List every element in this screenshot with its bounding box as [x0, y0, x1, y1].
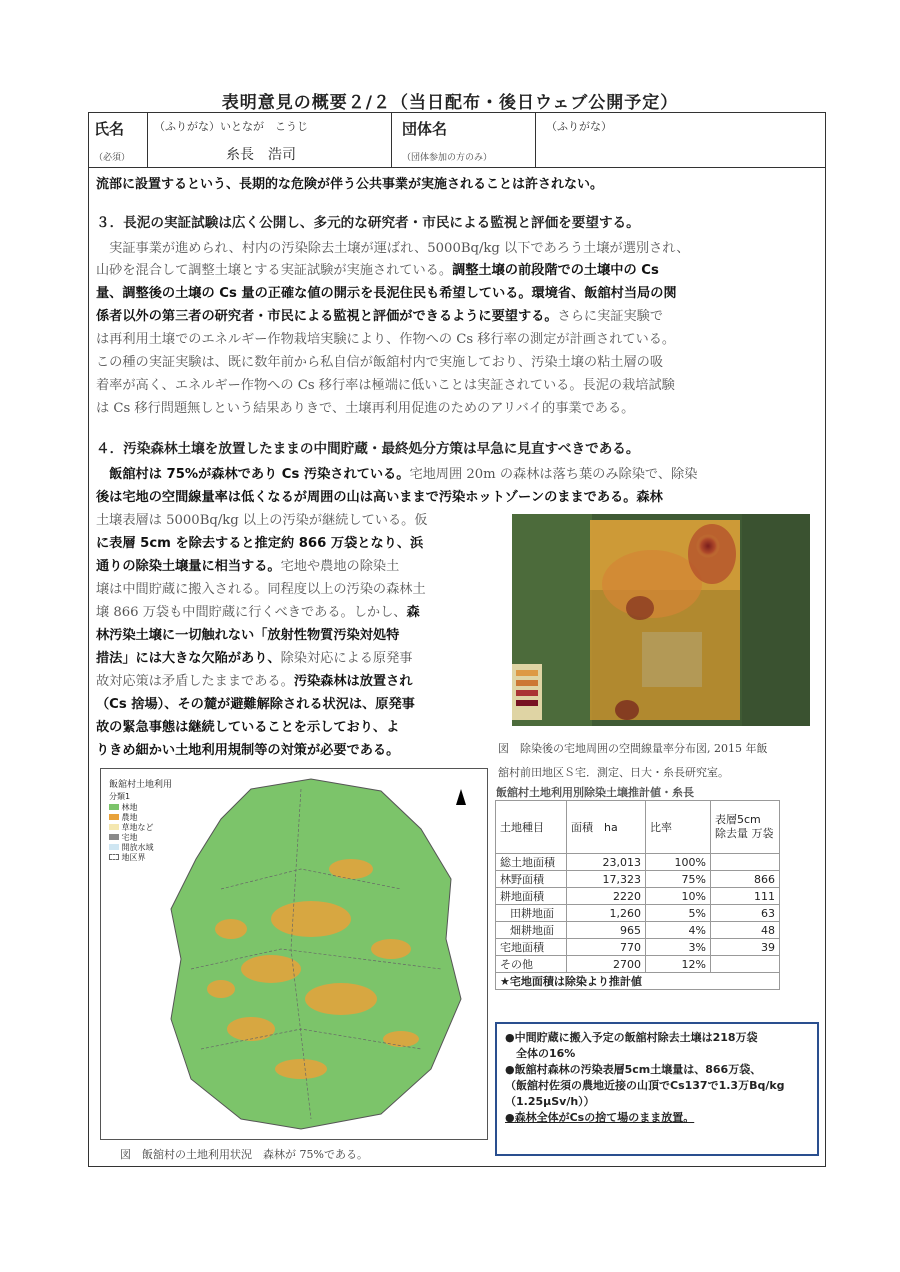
note-line: 全体の16%	[505, 1047, 576, 1060]
section4-line: 故の緊急事態は継続していることを示しており、よ	[96, 720, 400, 735]
table-footnote: ★宅地面積は除染より推計値	[496, 973, 780, 990]
section3-emphasis: 調整土壌の前段階での土壌中の Cs	[452, 263, 659, 278]
map-caption: 図 飯舘村の土地利用状況 森林が 75%である。	[120, 1148, 368, 1161]
section4-line: りきめ細かい土地利用規制等の対策が必要である。	[96, 743, 400, 758]
section3-line: この種の実証実験は、既に数年前から私自信が飯舘村内で実施しており、汚染土壌の粘土層の吸	[96, 355, 664, 370]
table-header-row	[496, 801, 780, 854]
name-value-cell	[148, 112, 392, 168]
section3-line: 量、調整後の土壌の Cs 量の正確な値の開示を長泥住民も希望している。環境省、飯舘村当局の関	[96, 286, 677, 301]
header-row	[88, 112, 826, 168]
table-header-cell: 土地種目	[496, 801, 567, 854]
section4-emphasis: 汚染森林は放置され	[293, 674, 413, 689]
section3-text: さらに実証実験で	[557, 309, 664, 324]
table-header-cell: 比率	[646, 801, 711, 854]
section4-emphasis: 森	[406, 605, 420, 620]
table-row: 畑耕地面 965 4% 48	[496, 922, 780, 939]
legend-item: 林地	[109, 803, 154, 813]
table-row: その他 2700 12%	[496, 956, 780, 973]
name-value: 糸長 浩司	[226, 147, 296, 163]
table-row: 田耕地面 1,260 5% 63	[496, 905, 780, 922]
section4-line	[96, 604, 420, 622]
section4-text: 壌 866 万袋も中間貯蔵に行くべきである。しかし、	[96, 605, 407, 620]
section4-text: 除染対応による原発事	[280, 651, 413, 666]
table-title: 飯舘村土地利用別除染土壌推計値・糸長	[496, 786, 694, 799]
name-label: 氏名	[94, 120, 125, 138]
note-line: ●森林全体がCsの捨て場のまま放置。	[505, 1111, 695, 1124]
name-furigana: （ふりがな）いとなが こうじ	[154, 120, 308, 133]
land-use-table	[495, 800, 780, 990]
section3-line: 実証事業が進められ、村内の汚染除去土壌が運ばれ、5000Bq/kg 以下であろう土壌が選別され、	[96, 241, 690, 256]
section3-emphasis: 係者以外の第三者の研究者・市民による監視と評価ができるように要望する。	[96, 309, 558, 324]
document-title: 表明意見の概要２/２（当日配布・後日ウェブ公開予定）	[221, 93, 679, 113]
section4-line: 土壌表層は 5000Bq/kg 以上の汚染が継続している。仮	[96, 513, 428, 528]
table-footnote-row	[496, 973, 780, 990]
table-header-cell: 表層5cm 除去量 万袋	[711, 801, 780, 854]
legend-item: 開放水域	[109, 843, 154, 853]
section4-line: に表層 5cm を除去すると推定約 866 万袋となり、浜	[96, 536, 424, 551]
section4-emphasis: 飯舘村は 75%が森林であり Cs 汚染されている。	[96, 467, 410, 482]
summary-notes-box	[495, 1022, 819, 1156]
note-line: ●中間貯蔵に搬入予定の飯舘村除去土壌は218万袋	[505, 1031, 758, 1044]
section4-line: （Cs 捨場）、その麓が避難解除される状況は、原発事	[96, 697, 415, 712]
name-label-cell	[88, 112, 148, 168]
note-line: （1.25μSv/h））	[505, 1095, 595, 1108]
note-line: ●飯舘村森林の汚染表層5cm土壌量は、866万袋、	[505, 1063, 762, 1076]
section4-line: 壌は中間貯蔵に搬入される。同程度以上の汚染の森林土	[96, 582, 426, 597]
section3-heading: ３．長泥の実証試験は広く公開し、多元的な研究者・市民による監視と評価を要望する。	[96, 215, 640, 231]
org-furigana: （ふりがな）	[546, 120, 612, 133]
section4-line	[96, 558, 399, 576]
section3-line	[96, 308, 663, 326]
section4-line: 後は宅地の空間線量率は低くなるが周囲の山は高いままで汚染ホットゾーンのままである。森林	[96, 490, 663, 505]
land-use-map	[100, 768, 488, 1140]
section3-text: 山砂を混合して調整土壌とする実証試験が実施されている。	[96, 263, 453, 278]
dose-rate-map-photo	[512, 514, 810, 726]
section4-line	[96, 466, 697, 484]
name-required-note: （必須）	[94, 153, 131, 163]
photo-caption-line1: 図 除染後の宅地周囲の空間線量率分布図, 2015 年飯	[498, 742, 768, 755]
section4-text: 宅地周囲 20m の森林は落ち葉のみ除染で、除染	[409, 467, 698, 482]
map-legend	[109, 803, 154, 863]
table-header-cell: 面積 ha	[567, 801, 646, 854]
org-label-cell	[392, 112, 536, 168]
section4-emphasis: 通りの除染土壌量に相当する。	[96, 559, 281, 574]
section4-line	[96, 650, 413, 668]
legend-item: 宅地	[109, 833, 154, 843]
section3-line: 着率が高く、エネルギー作物への Cs 移行率は極端に低いことは実証されている。長泥の栽培試験	[96, 378, 675, 393]
section4-line	[96, 673, 413, 691]
map-legend-heading: 分類1	[109, 792, 131, 801]
section3-line	[96, 262, 659, 280]
section4-text: 宅地や農地の除染土	[280, 559, 400, 574]
section4-heading: ４．汚染森林土壌を放置したままの中間貯蔵・最終処分方策は早急に見直すべきである。	[96, 441, 640, 457]
map-title: 飯舘村土地利用	[109, 780, 173, 790]
photo-caption-line2: 舘村前田地区Ｓ宅．測定、日大・糸長研究室。	[498, 766, 729, 779]
section4-text: 故対応策は矛盾したままである。	[96, 674, 294, 689]
org-note: （団体参加の方のみ）	[402, 153, 493, 163]
table-row: 宅地面積 770 3% 39	[496, 939, 780, 956]
section3-line: は Cs 移行問題無しという結果ありきで、土壌再利用促進のためのアリバイ的事業である。	[96, 401, 635, 416]
table-row: 耕地面積 2220 10% 111	[496, 888, 780, 905]
intro-line: 流部に設置するという、長期的な危険が伴う公共事業が実施されることは許されない。	[96, 177, 604, 192]
org-label: 団体名	[402, 120, 448, 138]
legend-item: 農地	[109, 813, 154, 823]
section3-line: は再利用土壌でのエネルギー作物栽培実験により、作物への Cs 移行率の測定が計画されている。	[96, 332, 676, 347]
legend-item: 地区界	[109, 853, 154, 863]
note-line: （飯舘村佐須の農地近接の山頂でCs137で1.3万Bq/kg	[505, 1079, 785, 1092]
section4-emphasis: 措法」には大きな欠陥があり、	[96, 651, 281, 666]
legend-item: 草地など	[109, 823, 154, 833]
table-row: 総土地面積 23,013 100%	[496, 854, 780, 871]
section4-line: 林汚染土壌に一切触れない「放射性物質汚染対処特	[96, 628, 400, 643]
table-row: 林野面積 17,323 75% 866	[496, 871, 780, 888]
